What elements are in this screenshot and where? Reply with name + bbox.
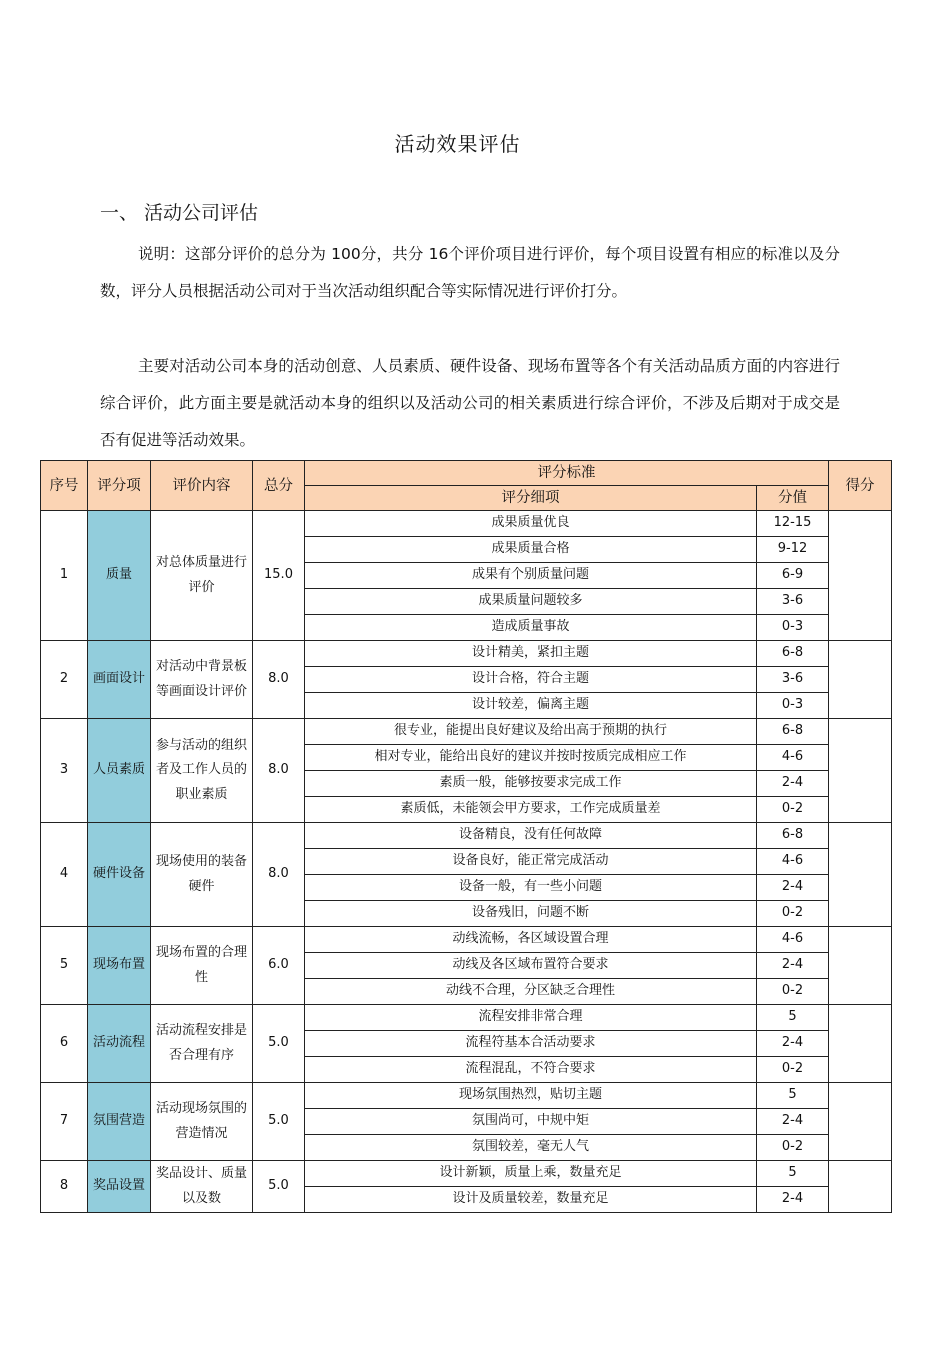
row-total: 5.0 (253, 1161, 305, 1213)
row-item: 人员素质 (88, 719, 151, 823)
criterion-points: 5 (757, 1005, 829, 1031)
criterion-points: 0-2 (757, 901, 829, 927)
criterion-detail: 现场氛围热烈，贴切主题 (305, 1083, 757, 1109)
row-item: 现场布置 (88, 927, 151, 1005)
score-input-cell[interactable] (829, 1083, 892, 1161)
row-total: 5.0 (253, 1083, 305, 1161)
criterion-points: 0-2 (757, 797, 829, 823)
table-row (41, 719, 892, 745)
criterion-points: 4-6 (757, 745, 829, 771)
table-row (41, 641, 892, 667)
criterion-points: 3-6 (757, 667, 829, 693)
criterion-detail: 成果有个别质量问题 (305, 563, 757, 589)
row-item: 硬件设备 (88, 823, 151, 927)
row-total: 5.0 (253, 1005, 305, 1083)
criterion-detail: 氛围尚可，中规中矩 (305, 1109, 757, 1135)
row-content: 参与活动的组织者及工作人员的职业素质 (151, 719, 253, 823)
score-input-cell[interactable] (829, 823, 892, 927)
criterion-points: 2-4 (757, 1187, 829, 1213)
row-content: 活动现场氛围的营造情况 (151, 1083, 253, 1161)
criterion-detail: 成果质量问题较多 (305, 589, 757, 615)
criterion-detail: 动线流畅，各区域设置合理 (305, 927, 757, 953)
score-input-cell[interactable] (829, 719, 892, 823)
criterion-detail: 素质低，未能领会甲方要求，工作完成质量差 (305, 797, 757, 823)
row-content: 对活动中背景板等画面设计评价 (151, 641, 253, 719)
table-row (41, 511, 892, 537)
criterion-points: 2-4 (757, 1031, 829, 1057)
criterion-points: 0-3 (757, 693, 829, 719)
paragraph-description: 说明：这部分评价的总分为 100分，共分 16个评价项目进行评价，每个项目设置有相应的标准以及分数，评分人员根据活动公司对于当次活动组织配合等实际情况进行评价打分。 (100, 245, 840, 300)
criterion-detail: 素质一般，能够按要求完成工作 (305, 771, 757, 797)
row-content: 活动流程安排是否合理有序 (151, 1005, 253, 1083)
page-title: 活动效果评估 (394, 132, 521, 156)
criterion-points: 3-6 (757, 589, 829, 615)
criterion-detail: 成果质量合格 (305, 537, 757, 563)
score-input-cell[interactable] (829, 1005, 892, 1083)
row-content: 奖品设计、质量以及数 (151, 1161, 253, 1213)
criterion-detail: 流程安排非常合理 (305, 1005, 757, 1031)
criterion-points: 6-8 (757, 823, 829, 849)
row-total: 8.0 (253, 641, 305, 719)
header-points: 分值 (757, 486, 829, 511)
criterion-points: 5 (757, 1083, 829, 1109)
criterion-points: 4-6 (757, 849, 829, 875)
header-standard: 评分标准 (305, 461, 829, 486)
score-input-cell[interactable] (829, 1161, 892, 1213)
criterion-points: 0-2 (757, 979, 829, 1005)
criterion-detail: 设计较差，偏离主题 (305, 693, 757, 719)
row-content: 现场使用的装备硬件 (151, 823, 253, 927)
criterion-detail: 氛围较差，毫无人气 (305, 1135, 757, 1161)
criterion-points: 5 (757, 1161, 829, 1187)
criterion-detail: 造成质量事故 (305, 615, 757, 641)
criterion-detail: 动线不合理，分区缺乏合理性 (305, 979, 757, 1005)
criterion-points: 6-9 (757, 563, 829, 589)
header-detail: 评分细项 (305, 486, 757, 511)
row-seq: 3 (41, 719, 88, 823)
row-seq: 8 (41, 1161, 88, 1213)
row-content: 对总体质量进行评价 (151, 511, 253, 641)
row-seq: 6 (41, 1005, 88, 1083)
criterion-points: 2-4 (757, 953, 829, 979)
score-input-cell[interactable] (829, 927, 892, 1005)
criterion-detail: 流程混乱，不符合要求 (305, 1057, 757, 1083)
criterion-detail: 设备一般，有一些小问题 (305, 875, 757, 901)
table-row (41, 823, 892, 849)
criterion-points: 2-4 (757, 771, 829, 797)
evaluation-table (40, 460, 892, 1213)
criterion-detail: 设计及质量较差，数量充足 (305, 1187, 757, 1213)
header-score: 得分 (829, 461, 892, 511)
row-item: 画面设计 (88, 641, 151, 719)
row-seq: 4 (41, 823, 88, 927)
criterion-points: 2-4 (757, 875, 829, 901)
criterion-detail: 动线及各区域布置符合要求 (305, 953, 757, 979)
table-row (41, 1083, 892, 1109)
criterion-detail: 很专业，能提出良好建议及给出高于预期的执行 (305, 719, 757, 745)
score-input-cell[interactable] (829, 511, 892, 641)
table-row (41, 927, 892, 953)
row-item: 奖品设置 (88, 1161, 151, 1213)
criterion-detail: 设计合格，符合主题 (305, 667, 757, 693)
row-seq: 2 (41, 641, 88, 719)
row-seq: 7 (41, 1083, 88, 1161)
criterion-points: 6-8 (757, 641, 829, 667)
criterion-points: 0-2 (757, 1135, 829, 1161)
row-total: 6.0 (253, 927, 305, 1005)
criterion-detail: 相对专业，能给出良好的建议并按时按质完成相应工作 (305, 745, 757, 771)
row-seq: 1 (41, 511, 88, 641)
criterion-points: 6-8 (757, 719, 829, 745)
section-heading: 一、 活动公司评估 (100, 202, 259, 224)
criterion-detail: 设计新颖，质量上乘，数量充足 (305, 1161, 757, 1187)
row-total: 15.0 (253, 511, 305, 641)
row-content: 现场布置的合理性 (151, 927, 253, 1005)
criterion-points: 0-2 (757, 1057, 829, 1083)
criterion-points: 9-12 (757, 537, 829, 563)
criterion-detail: 设计精美，紧扣主题 (305, 641, 757, 667)
criterion-detail: 设备精良，没有任何故障 (305, 823, 757, 849)
criterion-detail: 设备良好，能正常完成活动 (305, 849, 757, 875)
criterion-points: 12-15 (757, 511, 829, 537)
criterion-points: 4-6 (757, 927, 829, 953)
evaluation-table-body (41, 511, 892, 1213)
criterion-detail: 成果质量优良 (305, 511, 757, 537)
paragraph-scope: 主要对活动公司本身的活动创意、人员素质、硬件设备、现场布置等各个有关活动品质方面的内容进行综合评价，此方面主要是就活动本身的组织以及活动公司的相关素质进行综合评价，不涉及后期对于成交是否有促进等活动效果。 (100, 357, 840, 449)
row-seq: 5 (41, 927, 88, 1005)
row-total: 8.0 (253, 823, 305, 927)
criterion-points: 0-3 (757, 615, 829, 641)
criterion-detail: 流程符基本合活动要求 (305, 1031, 757, 1057)
row-item: 质量 (88, 511, 151, 641)
table-row (41, 1005, 892, 1031)
criterion-detail: 设备残旧，问题不断 (305, 901, 757, 927)
header-content: 评价内容 (151, 461, 253, 511)
header-item: 评分项 (88, 461, 151, 511)
score-input-cell[interactable] (829, 641, 892, 719)
row-total: 8.0 (253, 719, 305, 823)
criterion-points: 2-4 (757, 1109, 829, 1135)
row-item: 氛围营造 (88, 1083, 151, 1161)
table-row (41, 1161, 892, 1187)
row-item: 活动流程 (88, 1005, 151, 1083)
header-seq: 序号 (41, 461, 88, 511)
header-total: 总分 (253, 461, 305, 511)
